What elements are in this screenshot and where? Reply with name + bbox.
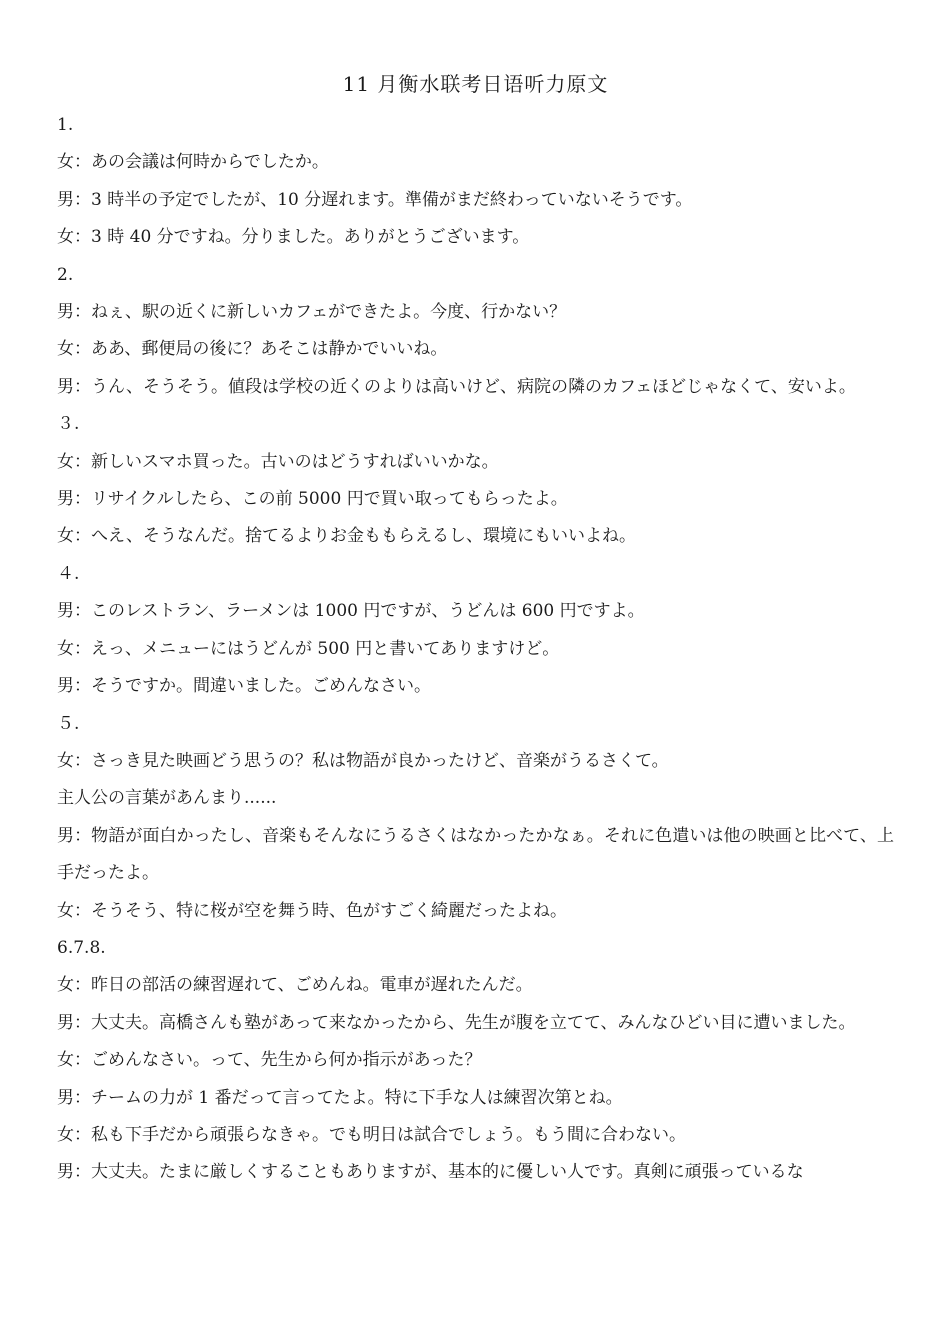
dialogue-line: 男：そうですか。間違いました。ごめんなさい。 [57, 676, 431, 697]
section-number: 1. [57, 115, 74, 135]
dialogue-line: 女：さっき見た映画どう思うの？私は物語が良かったけど、音楽がうるさくて。 [57, 750, 669, 771]
section-number: 2. [57, 264, 74, 285]
dialogue-line: 女：ああ、郵便局の後に？あそこは静かでいいね。 [57, 339, 448, 360]
section-number: ４. [57, 563, 80, 584]
dialogue-line: 女：えっ、メニューにはうどんが 500 円と書いてありますけど。 [57, 638, 560, 659]
section-number: 6.7.8. [57, 937, 106, 958]
dialogue-line: 女：ごめんなさい。って、先生から何か指示があった？ [57, 1050, 482, 1071]
dialogue-line: 男：チームの力が 1 番だって言ってたよ。特に下手な人は練習次第とね。 [57, 1087, 623, 1108]
dialogue-line: 男：うん、そうそう。値段は学校の近くのよりは高いけど、病院の隣のカフェほどじゃなくて、安いよ。 [57, 376, 856, 397]
dialogue-line: 女：あの会議は何時からでしたか。 [57, 152, 329, 173]
dialogue-line: 女：新しいスマホ買った。古いのはどうすればいいかな。 [57, 451, 499, 472]
dialogue-line: 女：3 時 40 分ですね。分りました。ありがとうございます。 [57, 227, 530, 248]
section-number: ５. [57, 713, 80, 734]
dialogue-line: 女：私も下手だから頑張らなきゃ。でも明日は試合でしょう。もう間に合わない。 [57, 1124, 686, 1145]
dialogue-line: 男：このレストラン、ラーメンは 1000 円ですが、うどんは 600 円ですよ。 [57, 601, 645, 622]
dialogue-line: 男：大丈夫。高橋さんも塾があって来なかったから、先生が腹を立てて、みんなひどい目に遭いました。 [57, 1012, 856, 1033]
dialogue-line: 男：大丈夫。たまに厳しくすることもありますが、基本的に優しい人です。真剣に頑張っているな [57, 1162, 804, 1183]
dialogue-line: 女：へえ、そうなんだ。捨てるよりお金ももらえるし、環境にもいいよね。 [57, 526, 637, 547]
document-body [57, 107, 894, 1192]
document-title: 11 月衡水联考日语听力原文 [342, 72, 609, 96]
dialogue-line: 女：昨日の部活の練習遅れて、ごめんね。電車が遅れたんだ。 [57, 975, 533, 996]
dialogue-line: 主人公の言葉があんまり...... [57, 788, 277, 809]
section-number: ３. [57, 414, 80, 435]
dialogue-line: 男：3 時半の予定でしたが、10 分遅れます。準備がまだ終わっていないそうです。 [57, 189, 693, 210]
dialogue-line: 男：物語が面白かったし、音楽もそんなにうるさくはなかったかなぁ。それに色遣いは他の映画と比べて、上手だったよ。 [57, 825, 894, 884]
dialogue-line: 男：ねぇ、駅の近くに新しいカフェができたよ。今度、行かない？ [57, 302, 567, 323]
dialogue-line: 男：リサイクルしたら、この前 5000 円で買い取ってもらったよ。 [57, 489, 568, 510]
dialogue-line: 女：そうそう、特に桜が空を舞う時、色がすごく綺麗だったよね。 [57, 900, 567, 921]
